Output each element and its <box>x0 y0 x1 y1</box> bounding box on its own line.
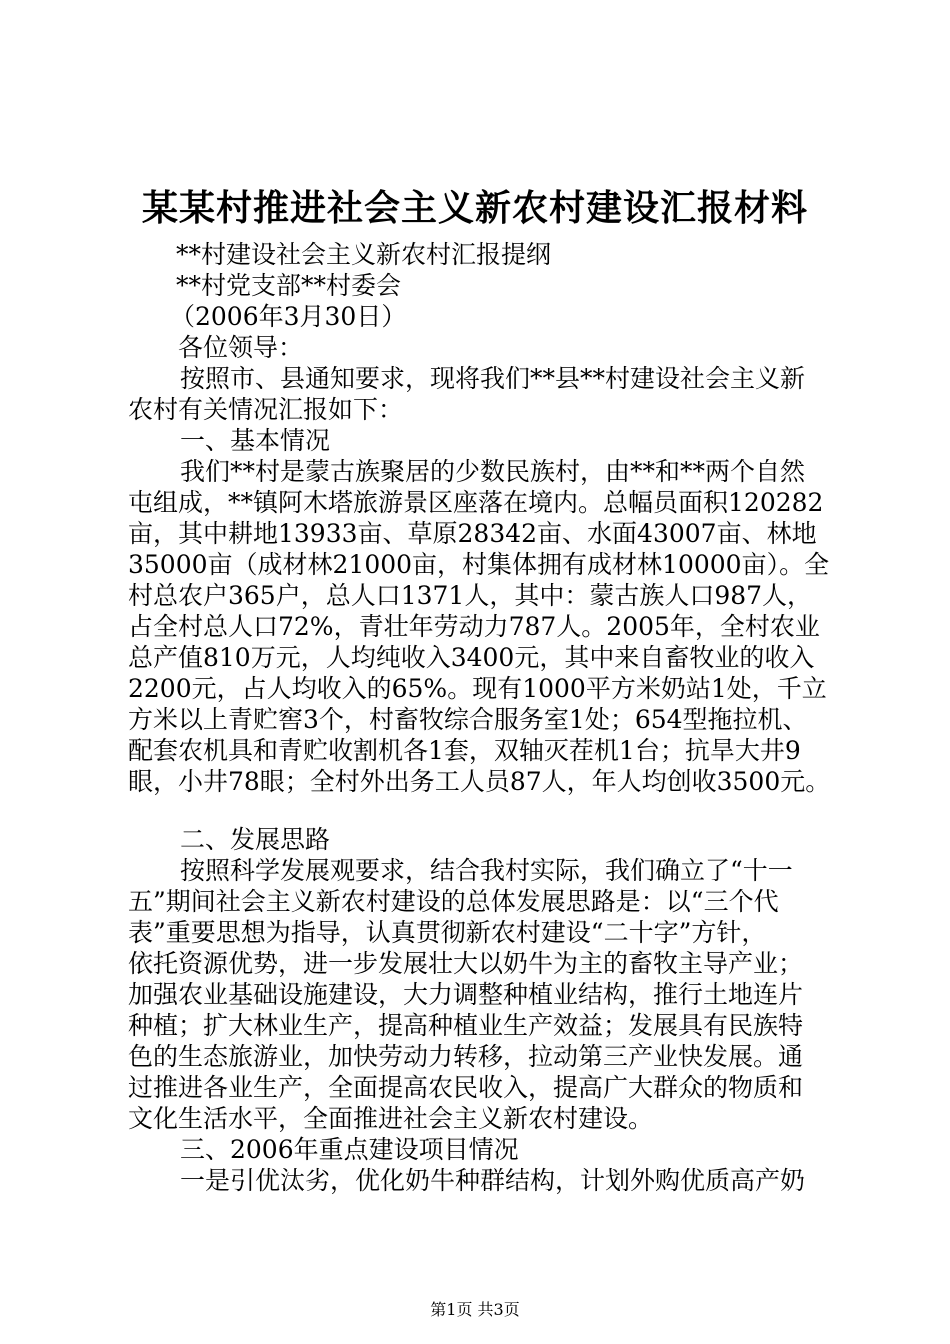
body-line: 35000亩（成材林21000亩，村集体拥有成材林10000亩）。全 <box>128 550 830 579</box>
page-number: 第1页 共3页 <box>430 1300 520 1319</box>
section-heading: 一、基本情况 <box>180 426 331 455</box>
body-line: 农村有关情况汇报如下： <box>128 395 404 424</box>
body-line: 我们**村是蒙古族聚居的少数民族村，由**和**两个自然 <box>180 457 806 486</box>
body-line: 按照科学发展观要求，结合我村实际，我们确立了“十一 <box>180 856 793 885</box>
body-line: 表”重要思想为指导，认真贯彻新农村建设“二十字”方针， <box>128 918 767 947</box>
date-line: （2006年3月30日） <box>170 302 407 331</box>
section-heading: 三、2006年重点建设项目情况 <box>180 1135 519 1164</box>
section-heading: 二、发展思路 <box>180 825 331 854</box>
body-line: 种植；扩大林业生产，提高种植业生产效益；发展具有民族特 <box>128 1011 804 1040</box>
outline-heading: **村建设社会主义新农村汇报提纲 <box>176 240 552 269</box>
salutation: 各位领导： <box>178 333 304 362</box>
body-line: 配套农机具和青贮收割机各1套，双轴灭茬机1台；抗旱大井9 <box>128 736 801 765</box>
body-line: 眼，小井78眼；全村外出务工人员87人，年人均创收3500元。 <box>128 767 831 796</box>
issuer-line: **村党支部**村委会 <box>176 271 402 300</box>
body-line: 方米以上青贮窖3个，村畜牧综合服务室1处；654型拖拉机、 <box>128 705 808 734</box>
body-line: 依托资源优势，进一步发展壮大以奶牛为主的畜牧主导产业； <box>128 949 804 978</box>
body-line: 五”期间社会主义新农村建设的总体发展思路是：以“三个代 <box>128 887 779 916</box>
body-line: 屯组成，**镇阿木塔旅游景区座落在境内。总幅员面积120282 <box>128 488 824 517</box>
body-line: 亩，其中耕地13933亩、草原28342亩、水面43007亩、林地 <box>128 519 817 548</box>
body-line: 色的生态旅游业，加快劳动力转移，拉动第三产业快发展。通 <box>128 1042 804 1071</box>
document-title: 某某村推进社会主义新农村建设汇报材料 <box>141 187 808 229</box>
body-line: 加强农业基础设施建设，大力调整种植业结构，推行土地连片 <box>128 980 804 1009</box>
body-line: 占全村总人口72%，青壮年劳动力787人。2005年，全村农业 <box>128 612 820 641</box>
body-line: 总产值810万元，人均纯收入3400元，其中来自畜牧业的收入 <box>128 643 815 672</box>
body-line: 文化生活水平，全面推进社会主义新农村建设。 <box>128 1104 654 1133</box>
body-line: 一是引优汰劣，优化奶牛种群结构，计划外购优质高产奶 <box>180 1166 806 1195</box>
body-line: 过推进各业生产，全面提高农民收入，提高广大群众的物质和 <box>128 1073 804 1102</box>
body-line: 2200元，占人均收入的65%。现有1000平方米奶站1处，千立 <box>128 674 827 703</box>
body-line: 村总农户365户，总人口1371人，其中：蒙古族人口987人， <box>128 581 813 610</box>
body-line: 按照市、县通知要求，现将我们**县**村建设社会主义新 <box>180 364 806 393</box>
